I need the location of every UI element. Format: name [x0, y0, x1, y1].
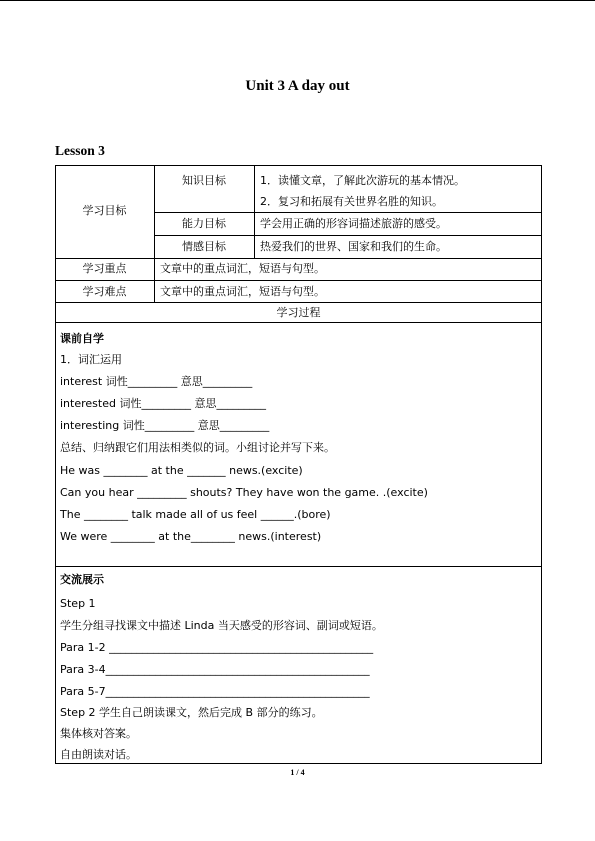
preview-heading: 课前自学	[60, 332, 104, 345]
page-top-rule	[0, 0, 595, 1]
exchange-read-aloud: 自由朗读对话。	[60, 748, 137, 761]
ability-goal-label: 能力目标	[182, 217, 226, 230]
focus-label: 学习重点	[82, 262, 127, 275]
exchange-para-1-2: Para 1-2 ________________________________________________	[60, 641, 374, 654]
preview-line-interest: interest 词性_________ 意思_________	[60, 375, 253, 388]
difficulty-label: 学习难点	[82, 285, 127, 298]
exchange-step-1: Step 1	[60, 597, 96, 610]
goals-row-divider-4	[55, 280, 542, 281]
preview-item-title: 1．词汇运用	[60, 353, 122, 366]
preview-exercise-4: We were ________ at the________ news.(interest)	[60, 530, 322, 543]
exchange-check-answers: 集体核对答案。	[60, 727, 137, 740]
exchange-para-5-7: Para 5-7________________________________________________	[60, 685, 370, 698]
goals-row-divider-2	[154, 235, 542, 236]
knowledge-goal-item-2: 2．复习和拓展有关世界名胜的知识。	[260, 195, 443, 208]
preview-line-summary: 总结、归纳跟它们用法相类似的词。小组讨论并写下来。	[60, 441, 335, 454]
goals-row-divider-5	[55, 302, 542, 303]
knowledge-goal-label: 知识目标	[182, 174, 226, 187]
preview-exercise-3: The ________ talk made all of us feel ______.(bore)	[60, 508, 331, 521]
focus-text: 文章中的重点词汇，短语与句型。	[160, 262, 325, 275]
page-title: Unit 3 A day out	[245, 78, 350, 94]
goals-label: 学习目标	[82, 204, 127, 217]
preview-line-interesting: interesting 词性_________ 意思_________	[60, 419, 270, 432]
goals-row-divider-3	[55, 258, 542, 259]
emotion-goal-label: 情感目标	[182, 240, 226, 253]
exchange-para-3-4: Para 3-4________________________________________________	[60, 663, 370, 676]
preview-exercise-1: He was ________ at the _______ news.(excite)	[60, 464, 303, 477]
exchange-step-2: Step 2 学生自己朗读课文，然后完成 B 部分的练习。	[60, 706, 323, 719]
exchange-heading: 交流展示	[60, 573, 104, 586]
knowledge-goal-item-1: 1．读懂文章，了解此次游玩的基本情况。	[260, 174, 465, 187]
page-number: 1 / 4	[290, 768, 305, 777]
preview-exercise-2: Can you hear _________ shouts? They have won the game. .(excite)	[60, 486, 428, 499]
preview-line-interested: interested 词性_________ 意思_________	[60, 397, 266, 410]
process-label: 学习过程	[276, 306, 321, 319]
goals-row-divider-1	[154, 212, 542, 213]
emotion-goal-text: 热爱我们的世界、国家和我们的生命。	[260, 240, 447, 253]
exchange-step-1-task: 学生分组寻找课文中描述 Linda 当天感受的形容词、副词或短语。	[60, 619, 383, 632]
lesson-heading: Lesson 3	[55, 143, 105, 158]
difficulty-text: 文章中的重点词汇，短语与句型。	[160, 285, 325, 298]
ability-goal-text: 学会用正确的形容词描述旅游的感受。	[260, 217, 447, 230]
